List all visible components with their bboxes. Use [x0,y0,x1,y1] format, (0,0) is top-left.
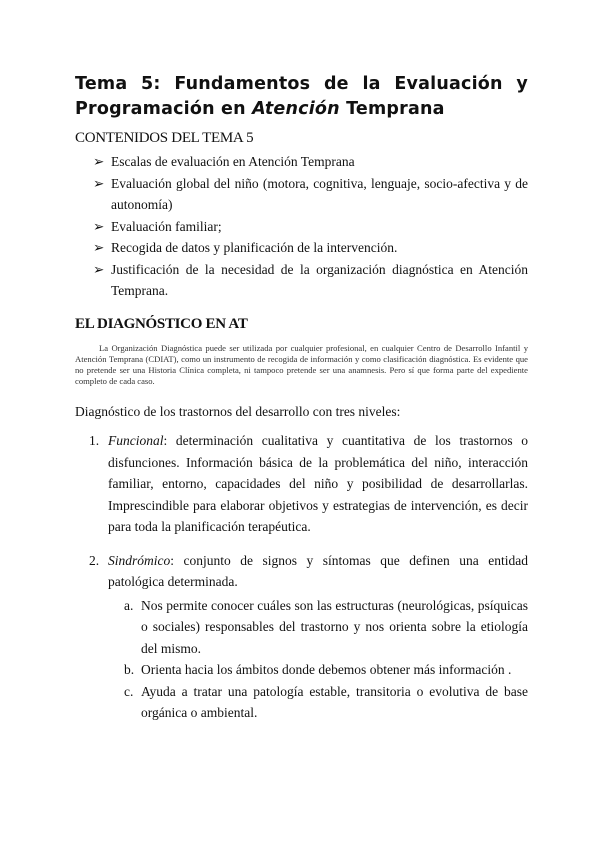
sub-item: a. Nos permite conocer cuáles son las estructuras (neurológicas, psíquicas o sociales) responsables del trastorno y nos orienta sobre la etiología del mismo. [124,597,528,656]
list-item: ➢ Recogida de datos y planificación de la intervención. [93,237,528,259]
sub-item: c. Ayuda a tratar una patología estable, transitoria o evolutiva de base orgánica o ambiental. [124,683,528,720]
section-heading: EL DIAGNÓSTICO EN AT [75,315,248,332]
document-page [75,72,528,736]
arrowhead-right-icon: ➢ [93,154,105,169]
contents-heading: CONTENIDOS DEL TEMA 5 [75,130,254,146]
level-item: 1. Funcional: determinación cualitativa y cuantitativa de los trastornos o disfunciones. Información básica de la problemática del niño, interacción familiar, entorno, capacidades del niño y posibilidad de desarrollarlas. Imprescindible para elaborar objetivos y estrategias de intervención, es decir para toda la planificación terapéutica. [89,433,528,534]
list-item: ➢ Escalas de evaluación en Atención Temprana [93,151,528,173]
arrowhead-right-icon: ➢ [93,218,105,234]
arrowhead-right-icon: ➢ [93,175,105,191]
list-item: ➢ Justificación de la necesidad de la organización diagnóstica en Atención Temprana. [93,259,528,302]
arrowhead-right-icon: ➢ [93,261,105,277]
contents-list [75,151,528,302]
sub-item: b. Orienta hacia los ámbitos donde debemos obtener más información . [124,662,512,677]
levels-list [75,430,528,724]
arrowhead-right-icon: ➢ [93,240,105,255]
intro-text: Diagnóstico de los trastornos del desarrollo con tres niveles: [75,403,401,419]
list-item: ➢ Evaluación global del niño (motora, cognitiva, lenguaje, socio-afectiva y de autonomía) [93,173,528,216]
list-item: ➢ Evaluación familiar; [93,216,528,238]
level-item: 2. Sindrómico: conjunto de signos y síntomas que definen una entidad patológica determinada. a. Nos permite conocer cuáles son las estructuras (neurológicas, psíquicas o sociales) responsables del trastorno y nos orienta sobre la etiología del mismo. b. Orienta hacia los ámbitos donde debemos obtener más información . c. Ayuda a tratar una patología estable, transitoria o evolutiva de base orgánica o ambiental. [108,550,528,724]
quoted-excerpt: La Organización Diagnóstica puede ser utilizada por cualquier profesional, en cualquier Centro de Desarrollo Infantil y Atención Temprana (CDIAT), como un instrumento de recogida de información y como clasificación diagnóstica. Es evidente que no pretende ser una Historia Clínica completa, ni tampoco pretende ser una anamnesis. Pero sí que forma parte del expediente completo de cada caso. [75,342,528,386]
page-title: Tema 5: Fundamentos de la Evaluación y Programación en Atención Temprana [75,74,528,119]
sub-list [108,595,528,724]
